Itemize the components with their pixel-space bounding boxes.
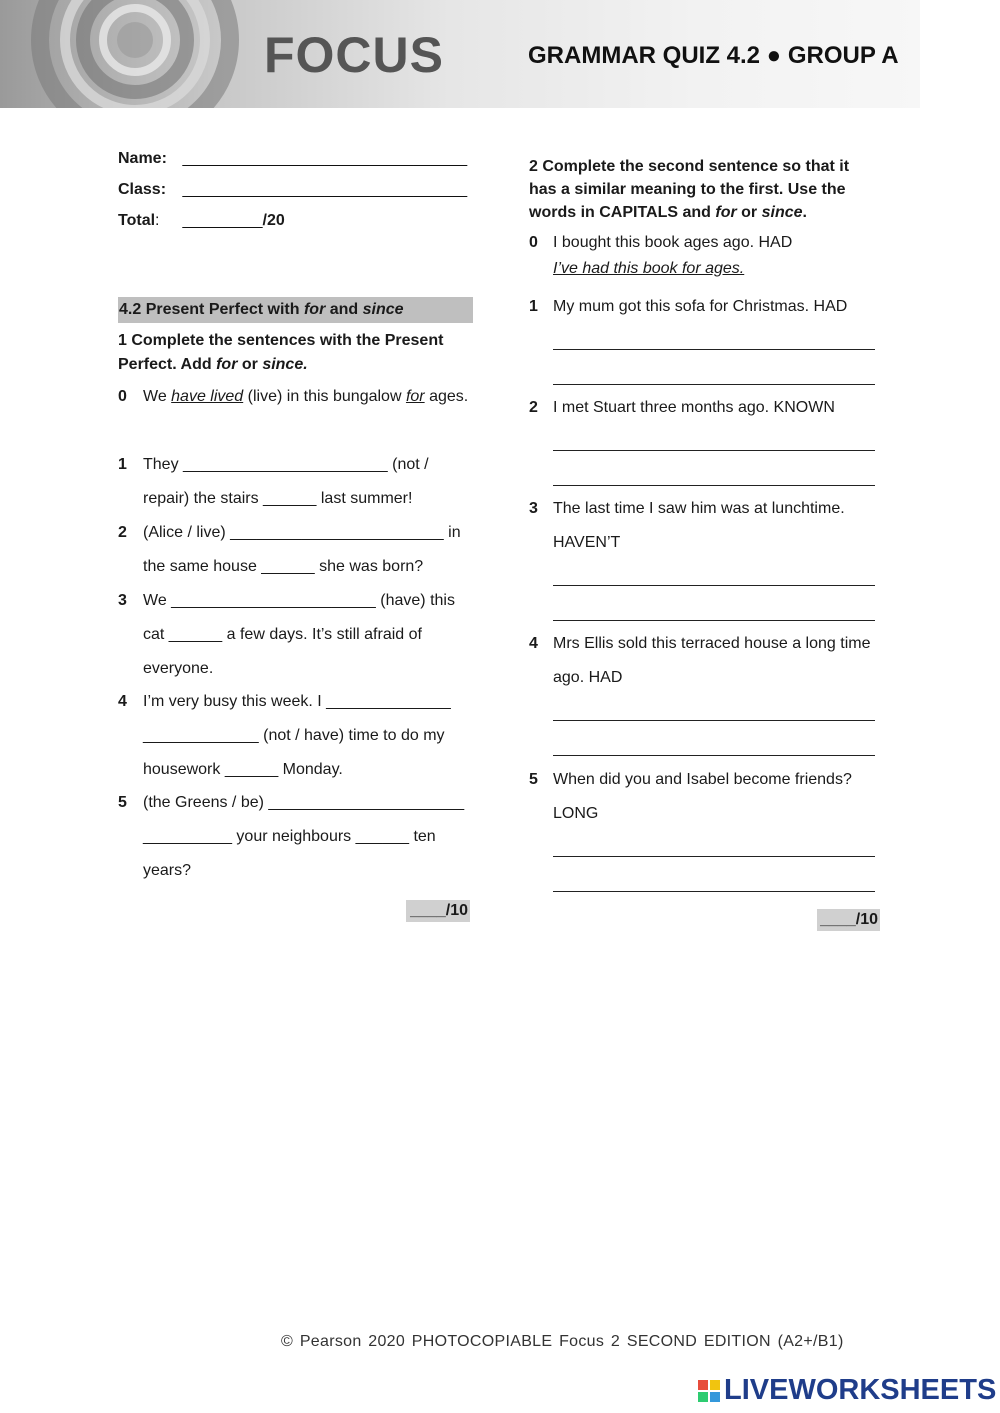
- focus-logo: FOCUS: [264, 27, 444, 83]
- question-number: 2: [118, 524, 127, 541]
- q0-answer-1: have lived: [171, 388, 244, 405]
- name-field[interactable]: ________________________________: [182, 150, 468, 167]
- instr2-for: for: [715, 204, 737, 221]
- ex2-question-4: [529, 627, 879, 695]
- instr1-since: since.: [262, 356, 308, 373]
- question-number: 4: [118, 693, 127, 710]
- ex2-example: [529, 230, 879, 282]
- quiz-title: GRAMMAR QUIZ 4.2 ● GROUP A: [528, 42, 899, 69]
- instr2-end: .: [802, 204, 807, 221]
- question-number: 0: [118, 388, 127, 405]
- ex1-score[interactable]: ____/10: [406, 900, 470, 922]
- copyright-footer: © Pearson 2020 PHOTOCOPIABLE Focus 2 SECOND EDITION (A2+/B1): [281, 1333, 844, 1350]
- example-answer: I’ve had this book for ages.: [553, 260, 745, 277]
- total-label-wrap: [118, 212, 178, 230]
- total-colon: :: [155, 212, 160, 229]
- question-text[interactable]: I’m very busy this week. I ______________ _____________ (not / have) time to do my housework ______ Monday.: [143, 693, 451, 778]
- answer-line[interactable]: [553, 719, 875, 721]
- answer-line[interactable]: [553, 855, 875, 857]
- q0-text-a: We: [143, 388, 172, 405]
- section-title-since: since: [362, 301, 404, 318]
- answer-line[interactable]: [553, 449, 875, 451]
- page-header: [0, 0, 1000, 108]
- exercise1-instructions: [118, 329, 468, 377]
- ex1-question-5: [118, 786, 473, 888]
- ex2-score[interactable]: ____/10: [817, 909, 880, 931]
- question-number: 4: [529, 635, 538, 652]
- question-text: [143, 380, 473, 414]
- q0-text-c: ages.: [424, 388, 469, 405]
- class-row: [118, 181, 473, 212]
- name-row: [118, 150, 473, 181]
- ex1-question-1: [118, 448, 473, 516]
- class-label: Class:: [118, 181, 167, 198]
- header-swirl-graphic: [0, 0, 250, 108]
- instr1-text: 1 Complete the sentences with the Present Perfect. Add: [118, 332, 444, 373]
- total-row: [118, 212, 473, 243]
- instr1-or: or: [237, 356, 263, 373]
- ex1-question-4: [118, 685, 473, 787]
- section-title-and: and: [325, 301, 363, 318]
- instr1-for: for: [216, 356, 238, 373]
- name-label: Name:: [118, 150, 167, 167]
- question-text[interactable]: (the Greens / be) ______________________ __________ your neighbours ______ ten years?: [143, 794, 465, 879]
- ex2-question-3: [529, 492, 879, 560]
- class-field[interactable]: ________________________________: [182, 181, 468, 198]
- question-number: 3: [118, 592, 127, 609]
- answer-line[interactable]: [553, 584, 875, 586]
- section-title-for: for: [303, 301, 326, 318]
- exercise2-instructions: [529, 155, 879, 224]
- total-field[interactable]: _________: [182, 212, 263, 229]
- section-title-bar: [118, 297, 473, 323]
- ex2-question-1: [529, 290, 879, 324]
- left-column: [118, 150, 473, 919]
- instr2-since: since: [761, 204, 803, 221]
- question-number: 0: [529, 234, 538, 251]
- answer-line[interactable]: [553, 484, 875, 486]
- question-number: 2: [529, 399, 538, 416]
- answer-line[interactable]: [553, 383, 875, 385]
- ex1-question-2: [118, 516, 473, 584]
- question-text[interactable]: They _______________________ (not / repair) the stairs ______ last summer!: [143, 456, 429, 507]
- question-number: 1: [529, 298, 538, 315]
- q0-text-b: (live) in this bungalow: [243, 388, 406, 405]
- question-text: Mrs Ellis sold this terraced house a long time ago. HAD: [553, 635, 871, 686]
- question-number: 5: [529, 771, 538, 788]
- question-text: When did you and Isabel become friends? LONG: [553, 771, 852, 822]
- total-label: Total: [118, 212, 156, 229]
- example-sentence: I bought this book ages ago. HAD: [553, 234, 793, 251]
- q0-answer-2: for: [405, 388, 425, 405]
- question-text[interactable]: We _______________________ (have) this cat ______ a few days. It’s still afraid of everyone.: [143, 592, 455, 677]
- liveworksheets-brand[interactable]: LIVEWORKSHEETS: [724, 1374, 997, 1406]
- answer-line[interactable]: [553, 754, 875, 756]
- ex1-question-0: [118, 380, 473, 414]
- question-number: 5: [118, 794, 127, 811]
- ex1-question-3: [118, 584, 473, 686]
- ex2-question-5: [529, 763, 879, 831]
- section-title-text: 4.2 Present Perfect with: [119, 301, 304, 318]
- question-text: I met Stuart three months ago. KNOWN: [553, 399, 835, 416]
- instr2-text: 2 Complete the second sentence so that it has a similar meaning to the first. Use the words in CAPITALS and: [529, 158, 850, 221]
- question-number: 1: [118, 456, 127, 473]
- answer-line[interactable]: [553, 348, 875, 350]
- question-text[interactable]: (Alice / live) ________________________ in the same house ______ she was born?: [143, 524, 461, 575]
- instr2-or: or: [736, 204, 762, 221]
- question-number: 3: [529, 500, 538, 517]
- question-text: The last time I saw him was at lunchtime. HAVEN’T: [553, 500, 845, 551]
- ex2-question-2: [529, 391, 879, 425]
- question-text: My mum got this sofa for Christmas. HAD: [553, 298, 848, 315]
- answer-line[interactable]: [553, 890, 875, 892]
- liveworksheets-logo-icon: [698, 1380, 720, 1402]
- answer-line[interactable]: [553, 619, 875, 621]
- total-max: /20: [262, 212, 285, 229]
